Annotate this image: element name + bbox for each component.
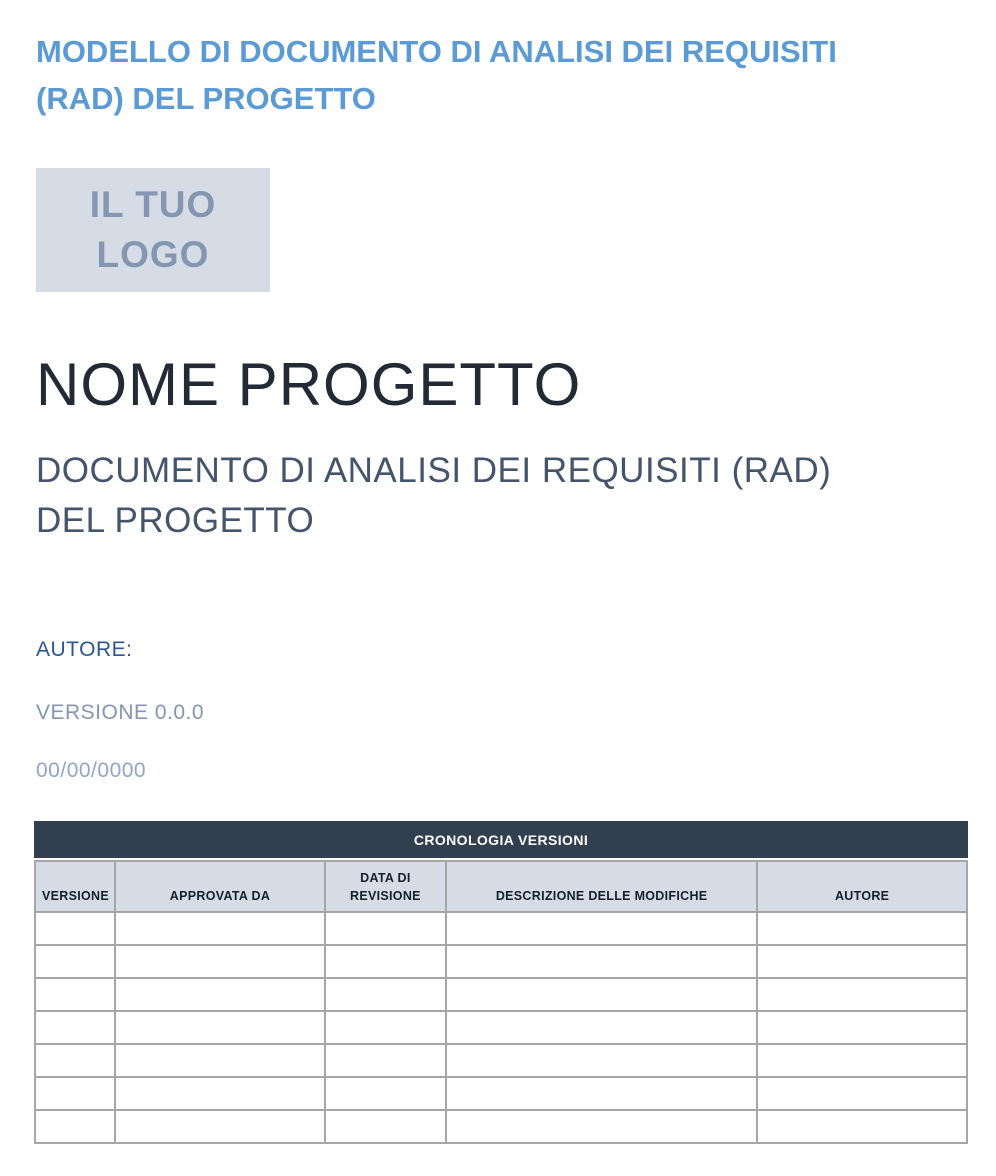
table-cell	[757, 912, 967, 945]
logo-text-line1: IL TUO	[89, 184, 217, 225]
table-cell	[325, 1077, 446, 1110]
table-cell	[115, 1011, 325, 1044]
document-subtitle	[36, 446, 966, 546]
table-cell	[325, 912, 446, 945]
table-row	[35, 945, 967, 978]
table-cell	[115, 1110, 325, 1143]
table-cell	[115, 912, 325, 945]
page-title-line2: (RAD) DEL PROGETTO	[36, 81, 376, 116]
table-cell	[325, 1011, 446, 1044]
project-name-heading: NOME PROGETTO	[36, 351, 582, 418]
table-cell	[446, 1044, 757, 1077]
table-cell	[35, 1077, 115, 1110]
table-row	[35, 1077, 967, 1110]
table-cell	[35, 1110, 115, 1143]
column-header-versione: VERSIONE	[35, 861, 115, 912]
column-header-descrizione-delle-modifiche: DESCRIZIONE DELLE MODIFICHE	[446, 861, 757, 912]
page-title	[36, 28, 966, 122]
table-cell	[35, 1044, 115, 1077]
table-row	[35, 912, 967, 945]
author-label: AUTORE:	[36, 638, 133, 661]
table-cell	[446, 912, 757, 945]
document-subtitle-line2: DEL PROGETTO	[36, 501, 315, 540]
version-history-section	[34, 821, 968, 1144]
column-header-approvata-da: APPROVATA DA	[115, 861, 325, 912]
table-cell	[115, 1044, 325, 1077]
table-cell	[115, 945, 325, 978]
logo-text-line2: LOGO	[96, 234, 210, 275]
table-cell	[446, 1110, 757, 1143]
table-cell	[35, 945, 115, 978]
table-cell	[35, 1011, 115, 1044]
table-cell	[757, 1011, 967, 1044]
table-cell	[446, 1077, 757, 1110]
table-row	[35, 1044, 967, 1077]
version-label: VERSIONE 0.0.0	[36, 701, 205, 724]
table-row	[35, 978, 967, 1011]
document-subtitle-line1: DOCUMENTO DI ANALISI DEI REQUISITI (RAD)	[36, 451, 832, 490]
table-cell	[757, 1110, 967, 1143]
logo-text	[90, 180, 217, 280]
logo-placeholder	[36, 168, 270, 292]
page-title-line1: MODELLO DI DOCUMENTO DI ANALISI DEI REQUISITI	[36, 34, 837, 69]
table-cell	[446, 1011, 757, 1044]
table-cell	[325, 1110, 446, 1143]
table-row	[35, 1011, 967, 1044]
table-cell	[757, 945, 967, 978]
table-cell	[757, 1044, 967, 1077]
date-label: 00/00/0000	[36, 759, 147, 782]
table-cell	[757, 1077, 967, 1110]
table-cell	[115, 978, 325, 1011]
table-cell	[115, 1077, 325, 1110]
version-history-title-bar: CRONOLOGIA VERSIONI	[34, 821, 968, 858]
column-header-autore: AUTORE	[757, 861, 967, 912]
table-body	[35, 912, 967, 1143]
table-cell	[325, 978, 446, 1011]
table-cell	[757, 978, 967, 1011]
table-cell	[35, 978, 115, 1011]
column-header-data-di-revisione: DATA DI REVISIONE	[325, 861, 446, 912]
table-row	[35, 1110, 967, 1143]
table-cell	[325, 945, 446, 978]
table-cell	[325, 1044, 446, 1077]
table-header-row	[35, 861, 967, 912]
table-cell	[446, 978, 757, 1011]
version-history-table	[34, 860, 968, 1144]
table-cell	[35, 912, 115, 945]
table-cell	[446, 945, 757, 978]
